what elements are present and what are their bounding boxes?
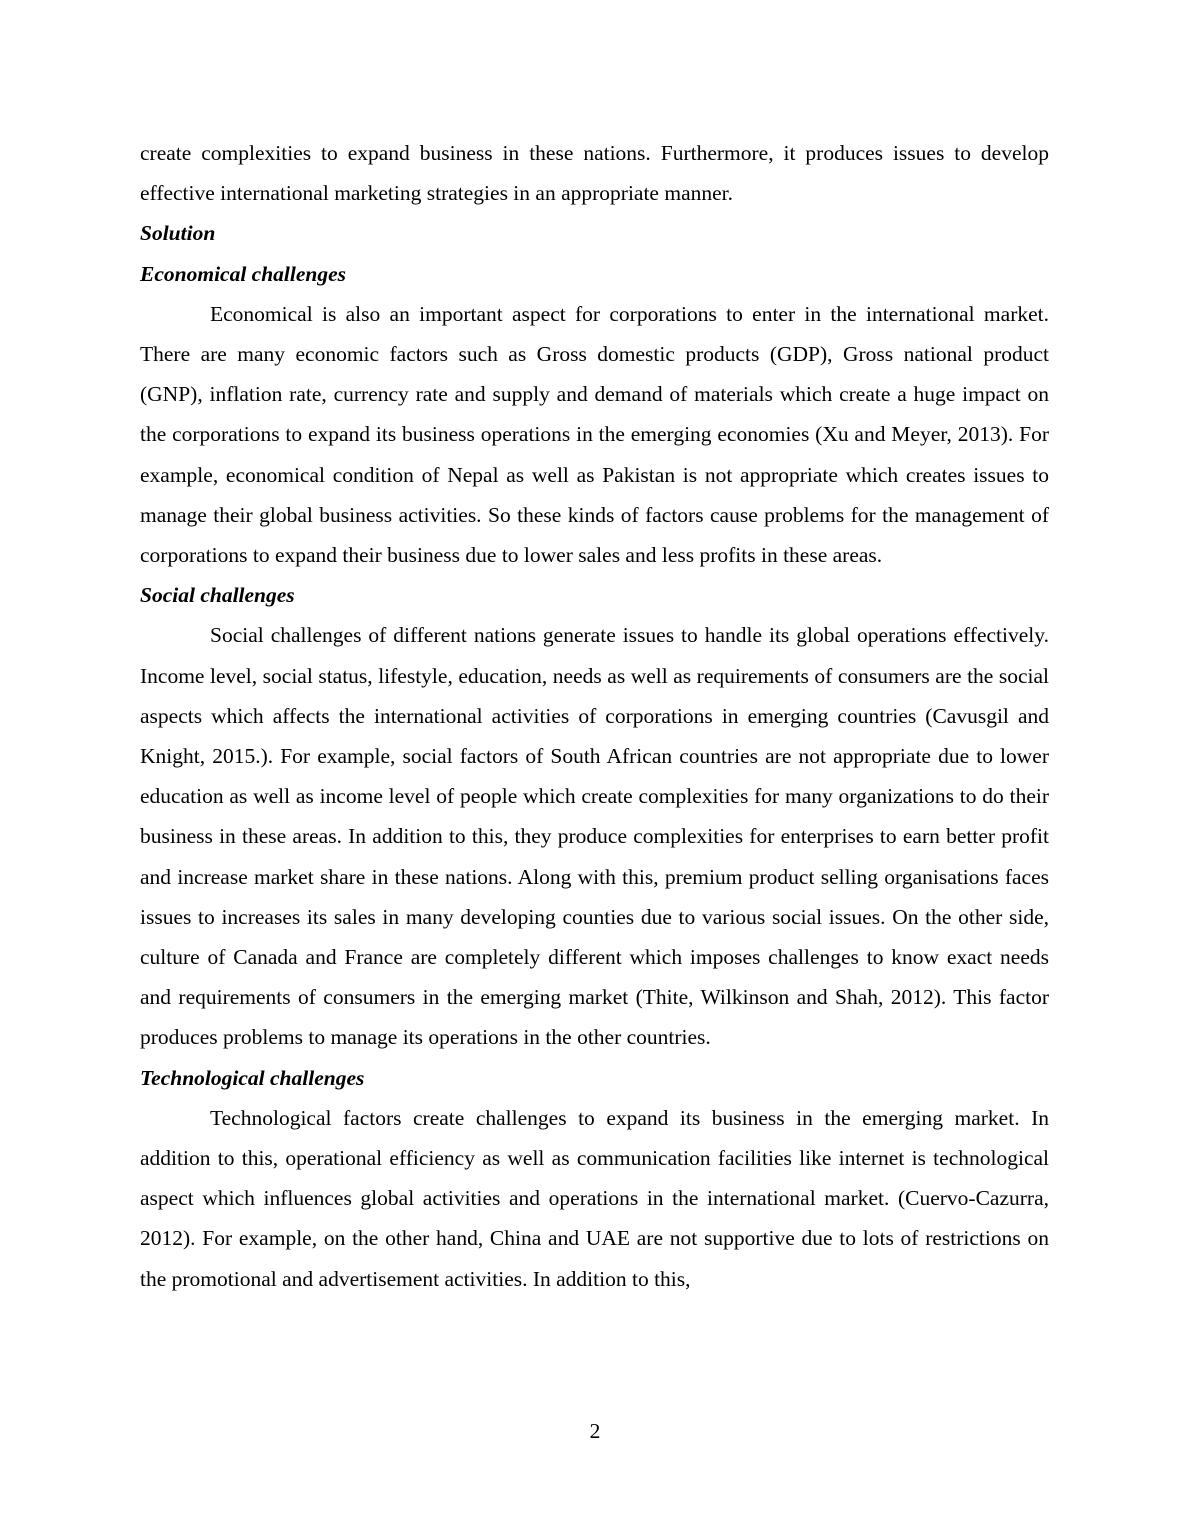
- page-content: [140, 133, 1049, 1299]
- page-number: 2: [589, 1419, 601, 1443]
- social-challenges-heading: Social challenges: [140, 583, 295, 608]
- economical-challenges-paragraph: Economical is also an important aspect for corporations to enter in the international market. There are many economic factors such as Gross domestic products (GDP), Gross national product (GNP), inflation rate, currency rate and supply and demand of materials which create a huge impact on the corporations to expand its business operations in the emerging economies (Xu and Meyer, 2013). For example, economical condition of Nepal as well as Pakistan is not appropriate which creates issues to manage their global business activities. So these kinds of factors cause problems for the management of corporations to expand their business due to lower sales and less profits in these areas.: [140, 301, 1049, 568]
- opening-paragraph: create complexities to expand business in these nations. Furthermore, it produces issues to develop effective international marketing strategies in an appropriate manner.: [140, 141, 1049, 206]
- economical-challenges-heading: Economical challenges: [140, 261, 347, 286]
- technological-challenges-paragraph: Technological factors create challenges to expand its business in the emerging market. In addition to this, operational efficiency as well as communication facilities like internet is technological aspect which influences global activities and operations in the international market. (Cuervo-Cazurra, 2012). For example, on the other hand, China and UAE are not supportive due to lots of restrictions on the promotional and advertisement activities. In addition to this,: [140, 1105, 1049, 1291]
- social-challenges-paragraph: Social challenges of different nations generate issues to handle its global operations effectively. Income level, social status, lifestyle, education, needs as well as requirements of consumers are the social aspects which affects the international activities of corporations in emerging countries (Cavusgil and Knight, 2015.). For example, social factors of South African countries are not appropriate due to lower education as well as income level of people which create complexities for many organizations to do their business in these areas. In addition to this, they produce complexities for enterprises to earn better profit and increase market share in these nations. Along with this, premium product selling organisations faces issues to increases its sales in many developing counties due to various social issues. On the other side, culture of Canada and France are completely different which imposes challenges to know exact needs and requirements of consumers in the emerging market (Thite, Wilkinson and Shah, 2012). This factor produces problems to manage its operations in the other countries.: [140, 623, 1049, 1050]
- solution-heading: Solution: [140, 221, 216, 246]
- technological-challenges-heading: Technological challenges: [140, 1065, 365, 1090]
